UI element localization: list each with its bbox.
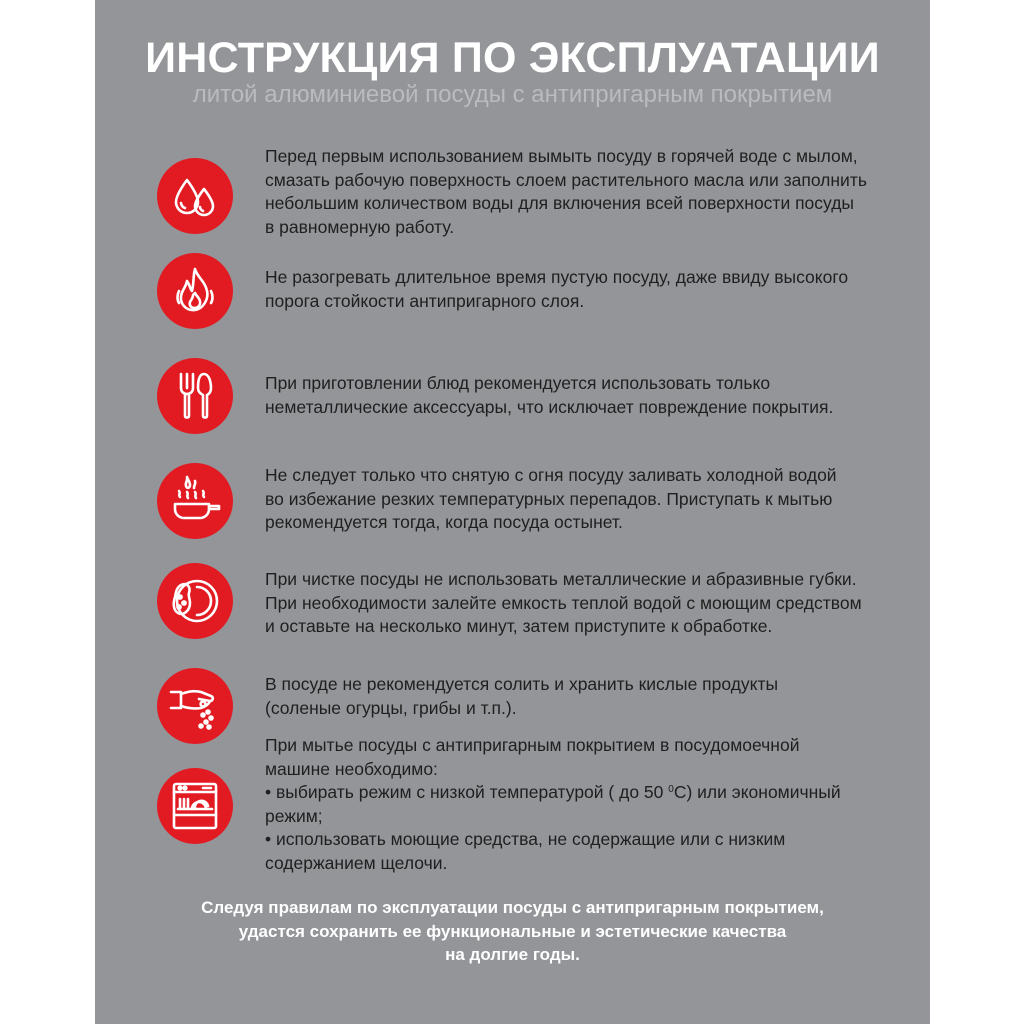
degree-sup: 0	[668, 784, 674, 795]
instruction-text-7	[265, 734, 885, 875]
hot-pan-icon	[157, 463, 233, 539]
text-line	[265, 781, 885, 805]
water-drops-icon	[157, 158, 233, 234]
text-line: машине необходимо:	[265, 758, 438, 779]
text-line: небольшим количеством воды для включения всей поверхности посуды	[265, 193, 854, 213]
page-title: ИНСТРУКЦИЯ ПО ЭКСПЛУАТАЦИИ	[145, 34, 880, 82]
flame-icon	[157, 253, 233, 329]
text-line: содержанием щелочи.	[265, 852, 448, 873]
text-line: • использовать моющие средства, не содержащие или с низким	[265, 829, 786, 849]
dishwasher-icon	[157, 768, 233, 844]
text-line: порога стойкости антипригарного слоя.	[265, 290, 585, 311]
instruction-text-6	[265, 673, 885, 720]
salt-hand-icon	[157, 668, 233, 744]
instruction-text-2	[265, 266, 885, 313]
footer-line: на долгие годы.	[445, 945, 580, 964]
text-line: и оставьте на несколько минут, затем приступите к обработке.	[265, 616, 773, 636]
text-line: Не следует только что снятую с огня посуду заливать холодной водой	[265, 465, 837, 485]
instruction-text-5	[265, 568, 885, 639]
text-line: При необходимости залейте емкость теплой водой с моющим средством	[265, 592, 862, 613]
text-line: (соленые огурцы, грибы и т.п.).	[265, 697, 517, 718]
text-line: неметаллические аксессуары, что исключает повреждение покрытия.	[265, 396, 834, 417]
footer-line: удастся сохранить ее функциональные и эстетические качества	[238, 921, 787, 941]
text-line: При мытье посуды с антипригарным покрытием в посудомоечной	[265, 735, 800, 755]
text-line: Не разогревать длительное время пустую посуду, даже ввиду высокого	[265, 267, 849, 287]
text-line: в равномерную работу.	[265, 216, 455, 237]
bullet-text-tail: С) или экономичный	[673, 782, 841, 802]
text-line: В посуде не рекомендуется солить и хранить кислые продукты	[265, 674, 779, 694]
instruction-text-3	[265, 372, 885, 419]
sponge-plate-icon	[157, 563, 233, 639]
text-line: При приготовлении блюд рекомендуется использовать только	[265, 373, 771, 393]
text-line: смазать рабочую поверхность слоем растительного масла или заполнить	[265, 169, 867, 190]
text-line: режим;	[265, 805, 323, 826]
page-subtitle: литой алюминиевой посуды с антипригарным покрытием	[192, 81, 833, 108]
closing-note	[95, 896, 930, 967]
text-line: рекомендуется тогда, когда посуда остынет.	[265, 512, 623, 532]
fork-spatula-icon	[157, 358, 233, 434]
instruction-text-1	[265, 145, 885, 239]
instruction-text-4	[265, 464, 885, 535]
footer-line: Следуя правилам по эксплуатации посуды с антипригарным покрытием,	[201, 898, 824, 917]
text-line: во избежание резких температурных перепадов. Приступать к мытью	[265, 488, 833, 509]
text-line: Перед первым использованием вымыть посуду в горячей воде с мылом,	[265, 146, 858, 166]
text-line: При чистке посуды не использовать металлические и абразивные губки.	[265, 569, 857, 589]
bullet-text: • выбирать режим с низкой температурой ( до 50	[265, 782, 669, 802]
